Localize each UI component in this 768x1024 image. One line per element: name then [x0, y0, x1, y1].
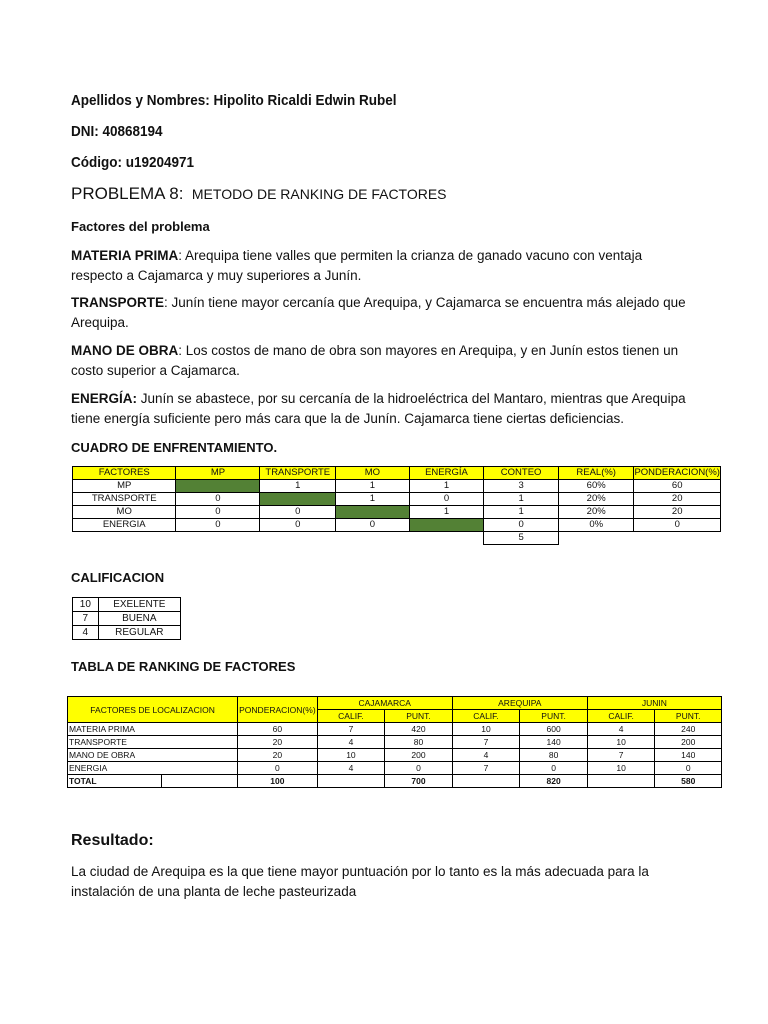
paragraph-label: MATERIA PRIMA — [71, 248, 179, 263]
table-total-row — [73, 532, 721, 545]
student-dni: DNI: 40868194 — [71, 123, 163, 140]
table-row — [73, 626, 181, 640]
factor-cell: ENERGIA — [68, 762, 238, 775]
table-cell: 0 — [409, 493, 484, 506]
table-row — [73, 480, 721, 493]
score-cell: 10 — [73, 598, 99, 612]
table-cell: 200 — [655, 736, 722, 749]
table-cell: 7 — [452, 736, 520, 749]
paragraph-energia — [71, 389, 691, 429]
table-cell: 20 — [238, 736, 318, 749]
table-cell: 140 — [520, 736, 588, 749]
table-cell: 0 — [520, 762, 588, 775]
table-cell: 20 — [238, 749, 318, 762]
header-sub: PUNT. — [655, 710, 722, 723]
table-cell: 0 — [176, 506, 260, 519]
paragraph-text: Junín tiene mayor cercanía que Arequipa, y Cajamarca se encuentra más alejado que Arequipa. — [71, 295, 686, 330]
conteo-total-cell: 5 — [484, 532, 559, 545]
total-arequipa-cell: 820 — [520, 775, 588, 788]
table-cell: 0 — [655, 762, 722, 775]
paragraph-mano-obra — [71, 341, 691, 381]
table-cell: 3 — [484, 480, 559, 493]
table-row — [73, 506, 721, 519]
factors-title: Factores del problema — [71, 219, 210, 234]
table-cell: 1 — [409, 506, 484, 519]
blank-cell — [317, 775, 385, 788]
table-cell: 1 — [484, 493, 559, 506]
paragraph-sep: : — [164, 295, 168, 310]
table-cell: 10 — [452, 723, 520, 736]
table-cell: 1 — [260, 480, 336, 493]
resultado-title: Resultado: — [71, 832, 154, 849]
table-cell: 1 — [336, 480, 410, 493]
factor-cell: MANO DE OBRA — [68, 749, 238, 762]
table-cell: 420 — [385, 723, 453, 736]
table-header-row — [73, 467, 721, 480]
calificacion-title: CALIFICACION — [71, 570, 165, 585]
blank-cell — [73, 532, 176, 545]
diagonal-cell — [176, 480, 260, 493]
label-cell: EXELENTE — [98, 598, 180, 612]
table-cell: 4 — [452, 749, 520, 762]
factor-cell: TRANSPORTE — [68, 736, 238, 749]
cuadro-title: CUADRO DE ENFRENTAMIENTO. — [71, 440, 278, 455]
resultado-text: La ciudad de Arequipa es la que tiene mayor puntuación por lo tanto es la más adecuada para la instalación de una planta de leche pasteurizada — [71, 864, 649, 899]
blank-cell — [162, 775, 238, 788]
table-cell: 10 — [587, 762, 655, 775]
table-cell: 10 — [317, 749, 385, 762]
table-cell: 4 — [317, 736, 385, 749]
table-cell: 0 — [260, 506, 336, 519]
table-row — [68, 762, 722, 775]
table-cell: 0 — [336, 519, 410, 532]
label-cell: REGULAR — [98, 626, 180, 640]
paragraph-transporte — [71, 293, 691, 333]
table-cell: TRANSPORTE — [73, 493, 176, 506]
table-cell: 1 — [409, 480, 484, 493]
problem-label: PROBLEMA 8: — [71, 184, 184, 203]
paragraph-sep: : — [178, 343, 183, 358]
paragraph-label: TRANSPORTE — [71, 295, 165, 310]
total-junin-cell: 580 — [655, 775, 722, 788]
header-cell: MP — [176, 467, 260, 480]
student-code: Código: u19204971 — [71, 154, 195, 171]
problem-heading — [71, 184, 447, 204]
total-cajamarca-cell: 700 — [385, 775, 453, 788]
table-cell: 600 — [520, 723, 588, 736]
table-row — [73, 493, 721, 506]
paragraph-label: MANO DE OBRA — [71, 343, 179, 358]
table-cell: 80 — [520, 749, 588, 762]
header-sub: PUNT. — [385, 710, 453, 723]
header-cell: ENERGÍA — [409, 467, 484, 480]
table-row — [73, 598, 181, 612]
table-cell: 200 — [385, 749, 453, 762]
table-cell: ENERGIA — [73, 519, 176, 532]
header-cell: MO — [336, 467, 410, 480]
blank-cell — [336, 532, 410, 545]
header-sub: CALIF. — [317, 710, 385, 723]
table-cell: 7 — [452, 762, 520, 775]
table-cell: 140 — [655, 749, 722, 762]
table-cell: 4 — [587, 723, 655, 736]
table-cell: 4 — [317, 762, 385, 775]
table-cell: 7 — [317, 723, 385, 736]
table-cell: 0% — [558, 519, 634, 532]
table-row — [68, 749, 722, 762]
table-cell: 20 — [634, 506, 721, 519]
table-cell: 20% — [558, 493, 634, 506]
table-cell: 60 — [634, 480, 721, 493]
table-cell: 0 — [176, 493, 260, 506]
table-cell: 0 — [385, 762, 453, 775]
blank-cell — [260, 532, 336, 545]
table-cell: 80 — [385, 736, 453, 749]
header-sub: CALIF. — [587, 710, 655, 723]
blank-cell — [558, 532, 634, 545]
paragraph-materia-prima — [71, 246, 691, 286]
ranking-header-row — [68, 697, 722, 710]
diagonal-cell — [260, 493, 336, 506]
blank-cell — [452, 775, 520, 788]
blank-cell — [587, 775, 655, 788]
blank-cell — [634, 532, 721, 545]
score-cell: 7 — [73, 612, 99, 626]
header-city: AREQUIPA — [452, 697, 587, 710]
table-cell: 0 — [238, 762, 318, 775]
table-cell: 1 — [484, 506, 559, 519]
total-label-cell: TOTAL — [68, 775, 162, 788]
paragraph-text: Arequipa tiene valles que permiten la crianza de ganado vacuno con ventaja respecto a Cajamarca y muy superiores a Junín. — [71, 248, 643, 283]
total-ponderacion-cell: 100 — [238, 775, 318, 788]
ranking-table — [67, 696, 722, 788]
diagonal-cell — [336, 506, 410, 519]
table-cell: 20% — [558, 506, 634, 519]
table-cell: 240 — [655, 723, 722, 736]
paragraph-text: Los costos de mano de obra son mayores en Arequipa, y en Junín estos tienen un costo superior a Cajamarca. — [71, 343, 679, 378]
factor-cell: MATERIA PRIMA — [68, 723, 238, 736]
table-cell: 60% — [558, 480, 634, 493]
header-city: JUNIN — [587, 697, 721, 710]
header-sub: CALIF. — [452, 710, 520, 723]
table-cell: 0 — [484, 519, 559, 532]
header-cell: PONDERACION(%) — [634, 467, 720, 478]
header-factores: FACTORES DE LOCALIZACION — [68, 697, 238, 723]
table-cell: 1 — [336, 493, 410, 506]
table-row — [68, 736, 722, 749]
header-city: CAJAMARCA — [317, 697, 452, 710]
table-cell: 20 — [634, 493, 721, 506]
cuadro-enfrentamiento-table — [72, 466, 721, 545]
table-row — [73, 612, 181, 626]
table-total-row — [68, 775, 722, 788]
table-cell: 7 — [587, 749, 655, 762]
paragraph-text: Junín se abastece, por su cercanía de la hidroeléctrica del Mantaro, mientras que Arequipa tiene energía suficiente pero más cara que la de Junín. Cajamarca tiene ciertas deficiencias. — [71, 391, 686, 426]
table-cell: MO — [73, 506, 176, 519]
paragraph-sep: : — [178, 248, 183, 263]
header-cell: REAL(%) — [558, 467, 634, 480]
table-row — [73, 519, 721, 532]
paragraph-label: ENERGÍA: — [71, 391, 138, 406]
blank-cell — [409, 532, 484, 545]
label-cell: BUENA — [98, 612, 180, 626]
table-cell: 0 — [176, 519, 260, 532]
table-cell: 10 — [587, 736, 655, 749]
header-cell: TRANSPORTE — [260, 467, 336, 480]
header-cell: FACTORES — [73, 467, 176, 480]
table-cell: 0 — [260, 519, 336, 532]
table-row — [68, 723, 722, 736]
blank-cell — [176, 532, 260, 545]
header-sub: PUNT. — [520, 710, 588, 723]
diagonal-cell — [409, 519, 484, 532]
table-cell: MP — [73, 480, 176, 493]
header-cell: CONTEO — [484, 467, 559, 480]
student-name: Apellidos y Nombres: Hipolito Ricaldi Edwin Rubel — [71, 92, 397, 109]
problem-title: METODO DE RANKING DE FACTORES — [191, 186, 447, 202]
calificacion-table — [72, 597, 181, 640]
header-ponderacion: PONDERACION(%) — [238, 697, 318, 723]
table-cell: 60 — [238, 723, 318, 736]
ranking-title: TABLA DE RANKING DE FACTORES — [71, 659, 296, 674]
table-cell: 0 — [634, 519, 721, 532]
score-cell: 4 — [73, 626, 99, 640]
